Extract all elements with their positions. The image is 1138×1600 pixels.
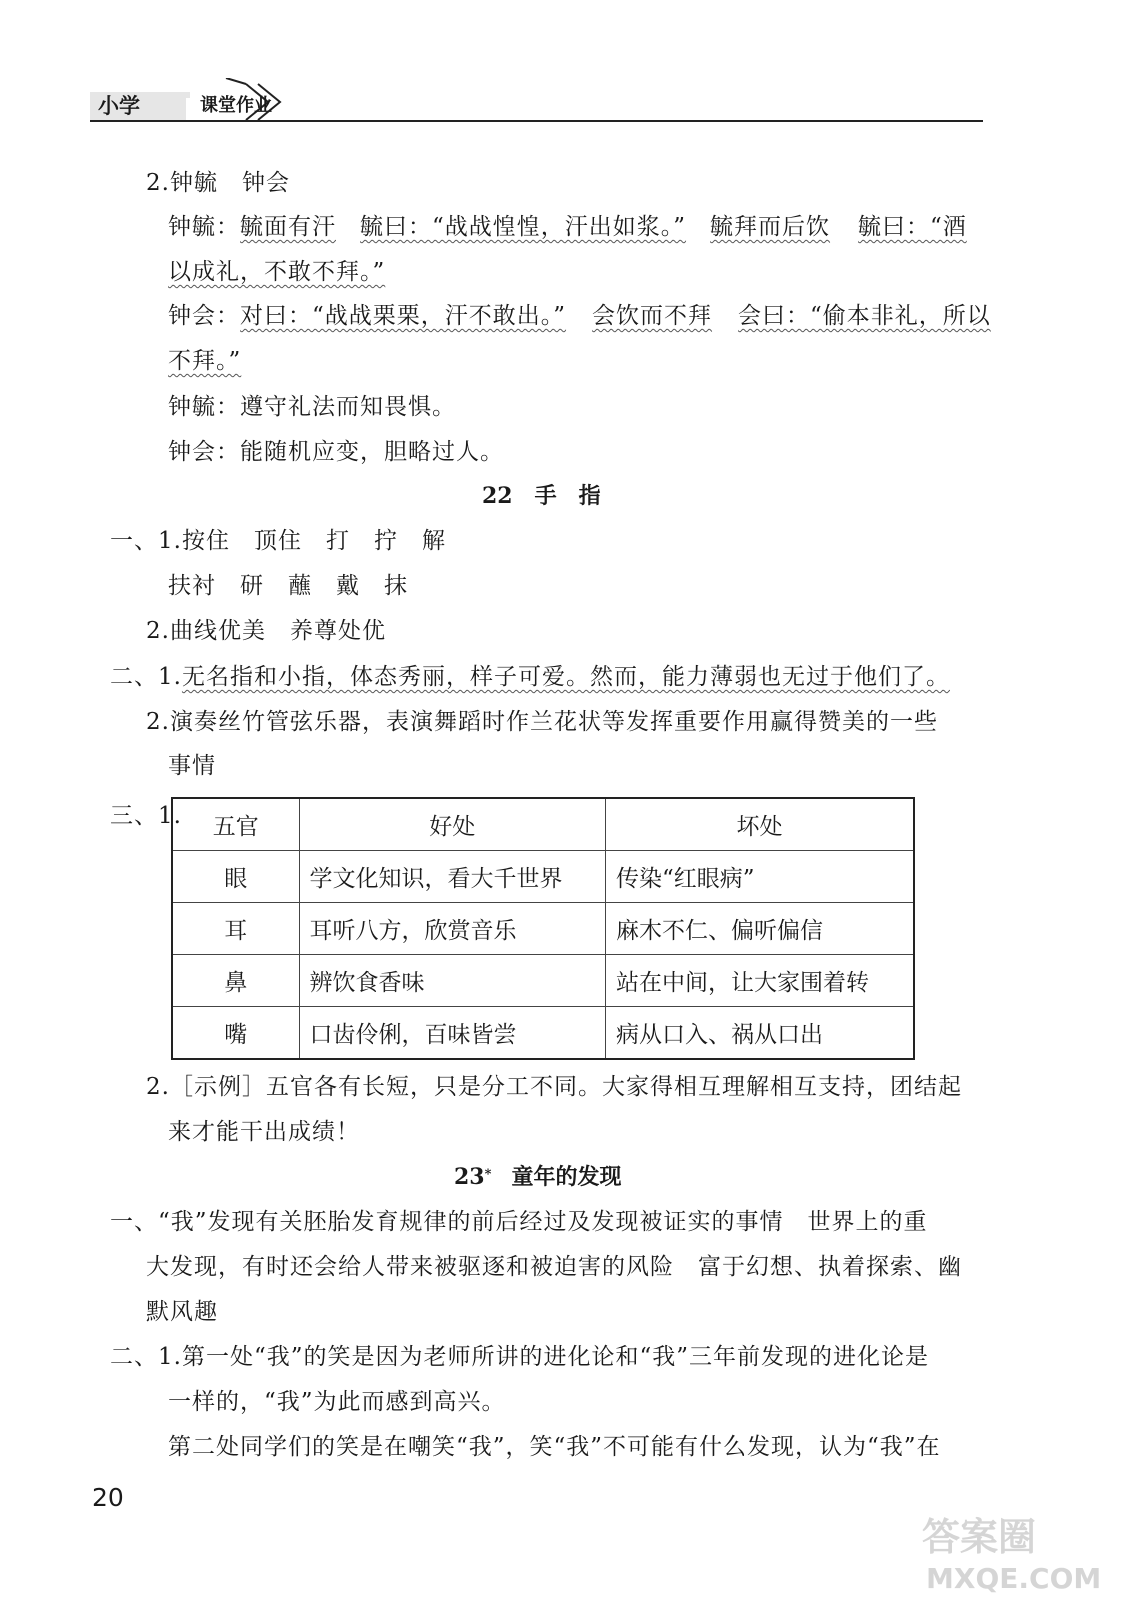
s22-l6: 事情 (168, 753, 216, 779)
s22-l4-text: 无名指和小指，体态秀丽，样子可爱。然而，能力薄弱也无过于他们了。 (181, 664, 950, 690)
s23-title-num: 23 (454, 1164, 485, 1190)
s21-zy-a1: 毓面有汗 (240, 214, 336, 240)
s23-l1: 一、“我”发现有关胚胎发育规律的前后经过及发现被证实的事情 世界上的重 (110, 1209, 928, 1235)
header-course: 课堂作业 (200, 95, 272, 116)
s22-l1: 一、1.按住 顶住 打 拧 解 (110, 528, 446, 554)
table-cell: 辨饮食香味 (299, 955, 605, 1007)
s21-zhonghui-line-2 (168, 346, 241, 376)
page-header (90, 78, 983, 122)
s21-zh-a3b: 不拜。” (168, 348, 242, 374)
s21-zh-label: 钟会： (168, 303, 240, 329)
table-cell: 眼 (172, 851, 299, 903)
table-cell: 口齿伶俐，百味皆尝 (299, 1007, 605, 1060)
header-rule (90, 120, 983, 122)
s22-l9: 来才能干出成绩！ (168, 1119, 360, 1145)
s22-title: 22 手 指 (482, 483, 601, 509)
table-cell: 麻木不仁、偏听偏信 (606, 903, 914, 955)
s21-zy-label: 钟毓： (168, 214, 240, 240)
table-header: 坏处 (606, 798, 914, 851)
s22-l7: 三、1. (110, 803, 182, 829)
s21-zh-a2: 会饮而不拜 (592, 303, 713, 329)
s23-title-text: 童年的发现 (511, 1164, 622, 1190)
watermark-line1: 答案圈 (922, 1515, 1037, 1559)
s22-l4 (110, 662, 950, 692)
table-row (172, 1007, 914, 1060)
s23-l6: 第二处同学们的笑是在嘲笑“我”，笑“我”不可能有什么发现，认为“我”在 (168, 1434, 941, 1460)
senses-table (171, 797, 915, 1060)
s21-zhongyu-line-2 (168, 257, 385, 287)
table-row (172, 851, 914, 903)
s22-l3: 2.曲线优美 养尊处优 (146, 618, 386, 644)
s21-zy-a4a: 毓曰：“酒 (858, 214, 967, 240)
s22-l8: 2.［示例］五官各有长短，只是分工不同。大家得相互理解相互支持，团结起 (146, 1074, 962, 1100)
table-cell: 站在中间，让大家围着转 (606, 955, 914, 1007)
table-row (172, 955, 914, 1007)
s21-q2-title: 2.钟毓 钟会 (146, 170, 290, 196)
watermark-line2: MXQE.COM (926, 1562, 1102, 1595)
header-level: 小学 (98, 94, 140, 118)
s21-zhongyu-line (168, 212, 967, 242)
table-header-row (172, 798, 914, 851)
s21-zy-a2: 毓曰：“战战惶惶，汗出如浆。” (360, 214, 687, 240)
table-cell: 嘴 (172, 1007, 299, 1060)
s23-l3: 默风趣 (146, 1299, 218, 1325)
s21-zy-trait: 钟毓：遵守礼法而知畏惧。 (168, 394, 456, 420)
table-row (172, 903, 914, 955)
s22-l5: 2.演奏丝竹管弦乐器，表演舞蹈时作兰花状等发挥重要作用赢得赞美的一些 (146, 709, 938, 735)
table-cell: 学文化知识，看大千世界 (299, 851, 605, 903)
s23-l2: 大发现，有时还会给人带来被驱逐和被迫害的风险 富于幻想、执着探索、幽 (146, 1254, 962, 1280)
s21-zy-a3: 毓拜而后饮 (710, 214, 831, 240)
s23-l4: 二、1.第一处“我”的笑是因为老师所讲的进化论和“我”三年前发现的进化论是 (110, 1344, 929, 1370)
s22-l2: 扶衬 研 蘸 戴 抹 (168, 573, 408, 599)
watermark-logo (918, 1510, 1133, 1595)
s21-zh-a3a: 会曰：“偷本非礼，所以 (738, 303, 991, 329)
s21-zh-a1: 对曰：“战战栗栗，汗不敢出。” (240, 303, 567, 329)
s23-l5: 一样的，“我”为此而感到高兴。 (168, 1389, 506, 1415)
table-cell: 耳 (172, 903, 299, 955)
table-header: 五官 (172, 798, 299, 851)
table-cell: 传染“红眼病” (606, 851, 914, 903)
table-cell: 病从口入、祸从口出 (606, 1007, 914, 1060)
s21-zy-a4b: 以成礼，不敢不拜。” (168, 259, 386, 285)
s23-title (454, 1162, 621, 1192)
s21-zhonghui-line (168, 301, 991, 331)
s23-title-mark: * (484, 1167, 492, 1182)
table-cell: 耳听八方，欣赏音乐 (299, 903, 605, 955)
page-number: 20 (92, 1483, 124, 1512)
table-header: 好处 (299, 798, 605, 851)
table-cell: 鼻 (172, 955, 299, 1007)
s21-zh-trait: 钟会：能随机应变，胆略过人。 (168, 439, 504, 465)
s22-l4-prefix: 二、1. (110, 664, 182, 690)
